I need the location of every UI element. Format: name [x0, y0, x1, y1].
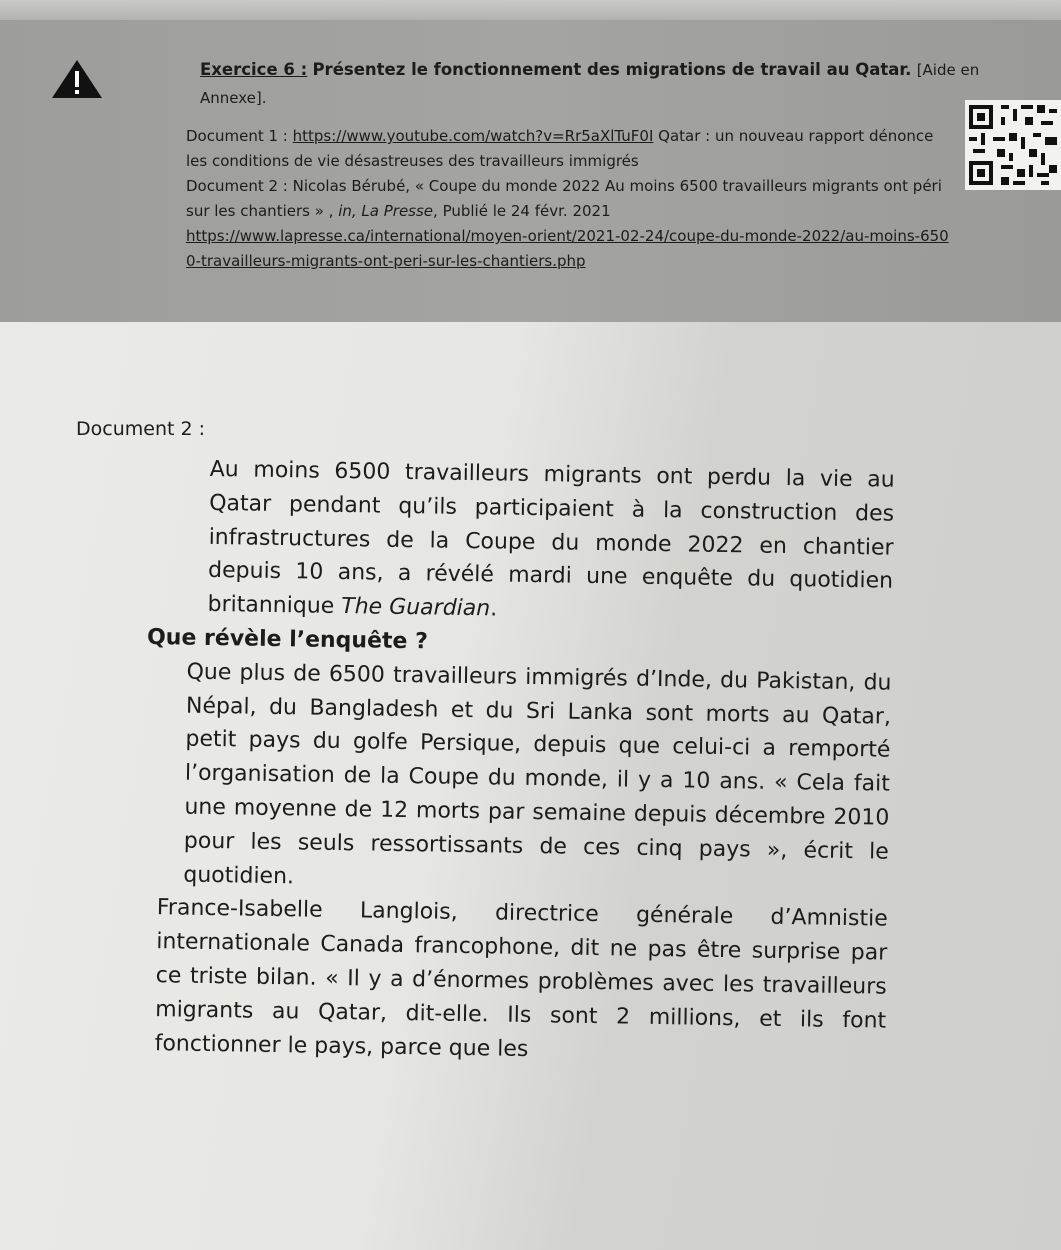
doc2-link-line: [186, 224, 956, 274]
document2-body: [140, 452, 894, 1072]
document2-heading: Document 2 :: [76, 418, 206, 440]
exercise-label: Exercice 6 :: [200, 60, 308, 79]
doc2-in: in, La Presse: [338, 202, 434, 220]
doc2-suffix: , Publié le 24 févr. 2021: [433, 202, 611, 220]
qr-code[interactable]: [965, 100, 1061, 190]
paragraph-intro-text: Au moins 6500 travailleurs migrants ont perdu la vie au Qatar pendant qu’ils participaient à la construction des infrastructures de la Coupe du monde 2022 en chantier depuis 10 ans, a révélé mardi une enquête du quotidien britannique: [207, 456, 895, 620]
doc1-text: Qatar : un nouveau rapport dénonce les conditions de vie désastreuses des travailleurs immigrés: [186, 127, 934, 170]
qr-code-icon: [965, 100, 1061, 190]
doc1-reference: [186, 124, 956, 174]
exercise-statement: [200, 56, 1000, 112]
doc2-link[interactable]: https://www.lapresse.ca/international/moyen-orient/2021-02-24/coupe-du-monde-2022/au-moins-6500-travailleurs-migrants-ont-peri-sur-les-chantiers.php: [186, 227, 949, 270]
document-references: [186, 124, 956, 274]
paragraph-intro: [147, 452, 895, 633]
section-subheading: Que révèle l’enquête ?: [146, 624, 429, 655]
warning-icon: [50, 58, 104, 100]
exercise-aide: [Aide en Annexe].: [200, 61, 980, 107]
page-top-edge: [0, 0, 1061, 22]
source-name: The Guardian: [341, 594, 491, 622]
paragraph-intro-end: .: [489, 596, 498, 622]
exercise-title: Présentez le fonctionnement des migrations de travail au Qatar.: [312, 60, 912, 79]
doc1-prefix: Document 1 :: [186, 127, 293, 145]
paragraph-enquete: Que plus de 6500 travailleurs immigrés d’Inde, du Pakistan, du Népal, du Bangladesh et du Sri Lanka sont morts au Qatar, petit pays du golfe Persique, depuis que celui-ci a remporté l’organisation de la Coupe du monde, il y a 10 ans. « Cela fait une moyenne de 12 morts par semaine depuis décembre 2010 pour les seuls ressortissants de ces cinq pays », écrit le quotidien.: [183, 659, 892, 889]
doc1-link[interactable]: https://www.youtube.com/watch?v=Rr5aXlTuF0I: [292, 127, 654, 145]
doc2-reference: [186, 174, 956, 224]
doc2-prefix: Document 2 : Nicolas Bérubé, « Coupe du monde 2022 Au moins 6500 travailleurs migrants ont péri sur les chantiers » ,: [186, 177, 942, 220]
paragraph-amnistie: France-Isabelle Langlois, directrice générale d’Amnistie internationale Canada francophone, dit ne pas être surprise par ce triste bilan. « Il y a d’énormes problèmes avec les travailleurs migrants au Qatar, dit-elle. Ils sont 2 millions, et ils font fonctionner le pays, parce que les: [154, 895, 888, 1062]
